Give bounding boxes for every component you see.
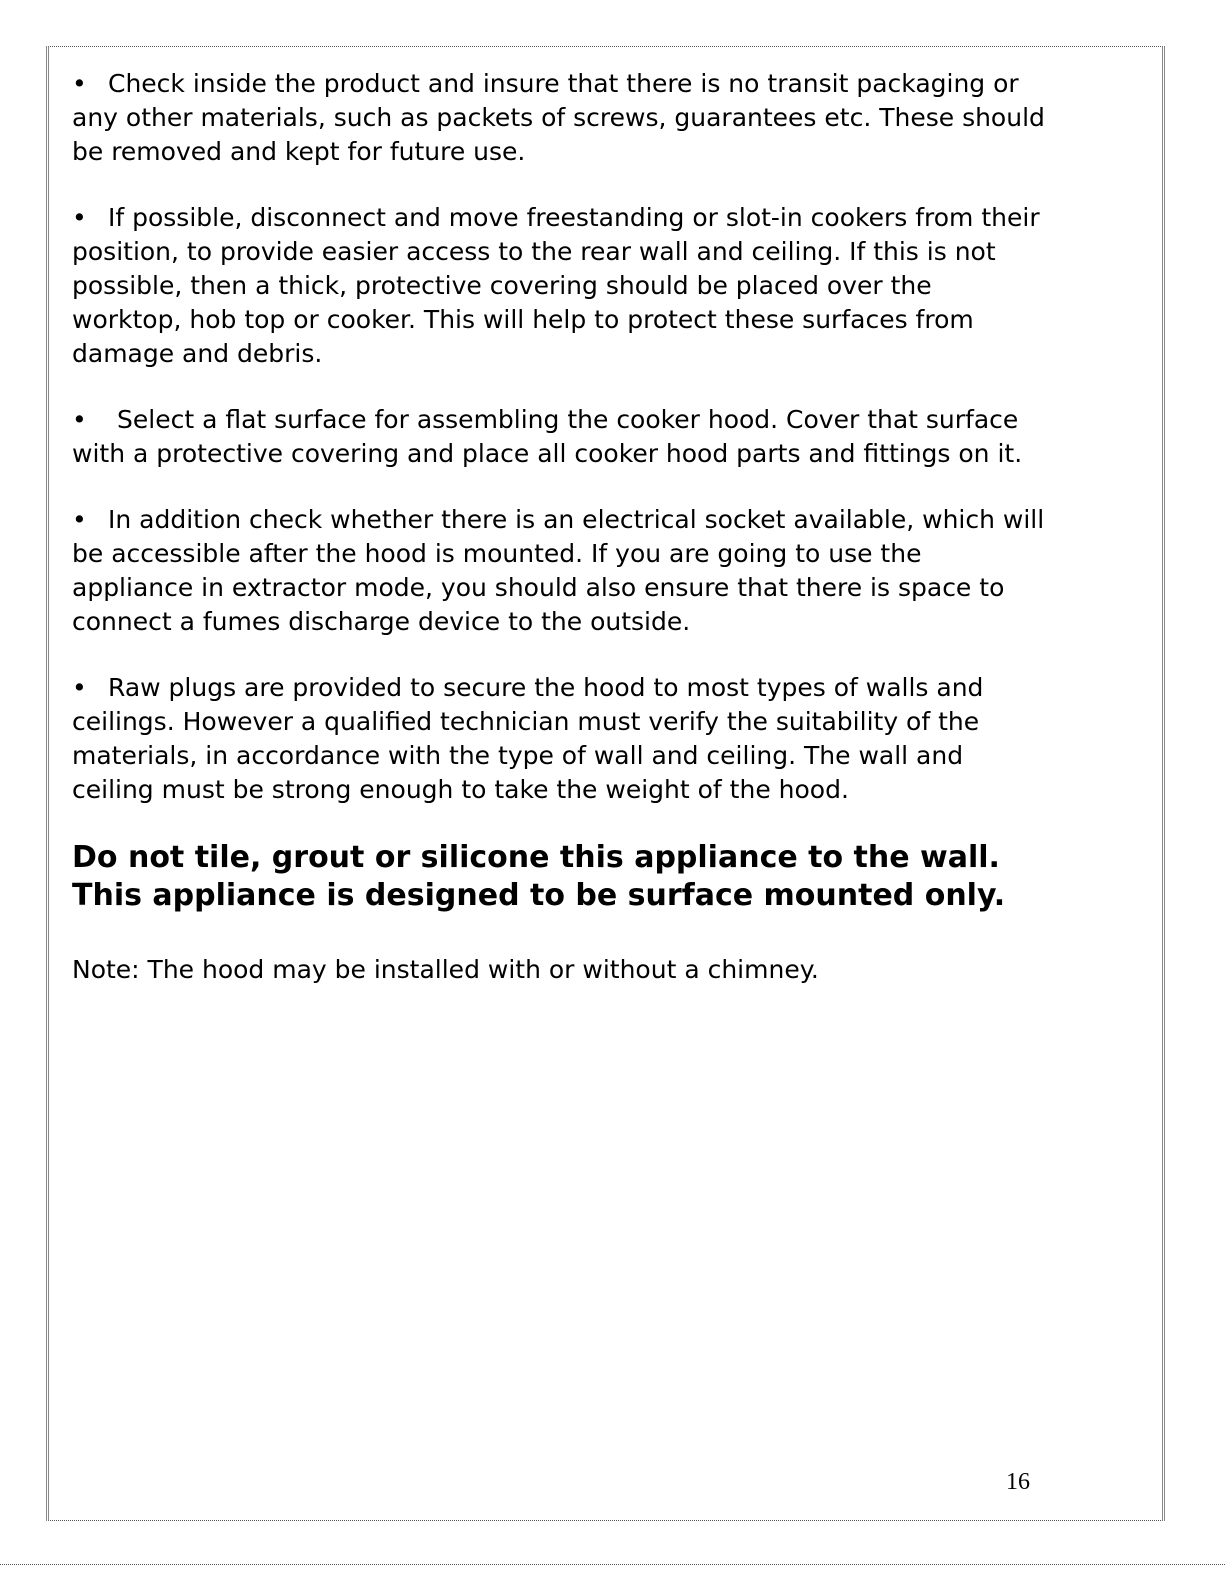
instruction-text: If possible, disconnect and move freestanding or slot-in cookers from their position, to provide easier access to the rear wall and ceiling. If this is not possible, then a thick, protective covering should be placed over the worktop, hob top or cooker. This will help to protect these surfaces from damage and debris. xyxy=(72,203,1040,368)
instruction-text: Check inside the product and insure that there is no transit packaging or any other materials, such as packets of screws, guarantees etc. These should be removed and kept for future use. xyxy=(72,69,1045,166)
page-content xyxy=(72,67,1047,987)
warning-text: Do not tile, grout or silicone this appliance to the wall. This appliance is designed to be surface mounted only. xyxy=(72,840,1006,913)
note-text: Note: The hood may be installed with or without a chimney. xyxy=(72,955,819,984)
instruction-paragraph xyxy=(72,67,1047,169)
page-number: 16 xyxy=(1006,1469,1030,1495)
bullet-marker: • xyxy=(72,505,87,534)
bottom-rule xyxy=(0,1564,1225,1565)
instruction-text: In addition check whether there is an electrical socket available, which will be accessible after the hood is mounted. If you are going to use the appliance in extractor mode, you should also ensure that there is space to connect a fumes discharge device to the outside. xyxy=(72,505,1045,636)
bullet-marker: • xyxy=(72,203,87,232)
instruction-text: Select a flat surface for assembling the cooker hood. Cover that surface with a protective covering and place all cooker hood parts and fittings on it. xyxy=(72,405,1023,468)
instruction-paragraph xyxy=(72,671,1047,807)
instruction-paragraph xyxy=(72,403,1047,471)
instruction-text: Raw plugs are provided to secure the hood to most types of walls and ceilings. However a qualified technician must verify the suitability of the materials, in accordance with the type of wall and ceiling. The wall and ceiling must be strong enough to take the weight of the hood. xyxy=(72,673,984,804)
instruction-paragraph xyxy=(72,503,1047,639)
bullet-marker: • xyxy=(72,405,87,434)
bullet-marker: • xyxy=(72,69,87,98)
instruction-paragraph xyxy=(72,201,1047,371)
bullet-marker: • xyxy=(72,673,87,702)
